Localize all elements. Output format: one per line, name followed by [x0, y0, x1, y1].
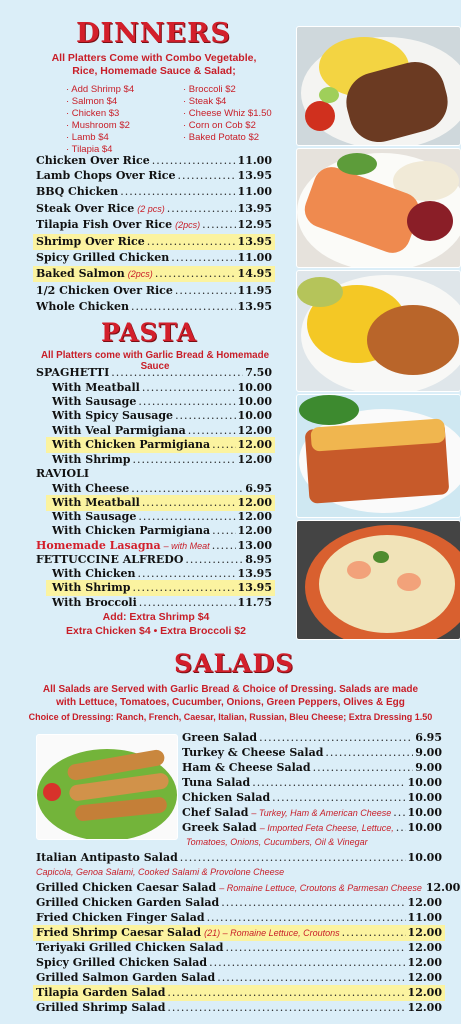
greek-salad-note: Tomatoes, Onions, Cucumbers, Oil & Vinegar	[186, 837, 368, 847]
menu-item-highlighted: With Shrimp ..... 13.95	[46, 580, 275, 596]
menu-item: Tuna Salad ..... 10.00	[182, 776, 442, 790]
menu-item-highlighted: Tilapia Garden Salad ..... 12.00	[33, 985, 445, 1001]
menu-item-highlighted: Baked Salmon (2pcs) ..... 14.95	[33, 266, 275, 282]
chicken-rice-platter-photo	[296, 270, 461, 392]
addon-item: · Steak $4	[183, 96, 227, 107]
menu-item: With Broccoli ..... 11.75	[52, 596, 272, 610]
menu-item: Lamb Chops Over Rice ..... 13.95	[36, 169, 272, 183]
menu-item: With Sausage ..... 10.00	[52, 395, 272, 409]
addon-item: · Lamb $4	[66, 132, 109, 143]
pasta-extras-1: Add: Extra Shrimp $4	[102, 611, 210, 623]
menu-item: Steak Over Rice (2 pcs) ..... 13.95	[36, 202, 272, 216]
menu-item: Grilled Chicken Garden Salad ..... 12.00	[36, 896, 442, 910]
addon-item: · Salmon $4	[66, 96, 118, 107]
menu-item: Chef Salad – Turkey, Ham & American Cheese ..... 10.00	[182, 806, 442, 820]
grilled-chicken-salad-photo	[36, 734, 178, 840]
menu-item-highlighted: Fried Shrimp Caesar Salad (21) – Romaine Lettuce, Croutons ..... 12.00	[33, 925, 445, 941]
menu-item: BBQ Chicken ..... 11.00	[36, 185, 272, 199]
menu-item: Italian Antipasto Salad ..... 10.00	[36, 851, 442, 865]
menu-item: Tilapia Fish Over Rice (2pcs) ..... 12.95	[36, 218, 272, 232]
menu-item: With Sausage ..... 12.00	[52, 510, 272, 524]
menu-item: Fried Chicken Finger Salad ..... 11.00	[36, 911, 442, 925]
salads-subtitle-1: All Salads are Served with Garlic Bread & Choice of Dressing. Salads are made	[42, 684, 419, 695]
dinners-title: DINNERS	[76, 18, 231, 49]
addon-item: · Add Shrimp $4	[66, 84, 135, 95]
menu-item: With Spicy Sausage ..... 10.00	[52, 409, 272, 423]
ravioli-header: RAVIOLI	[36, 467, 90, 480]
menu-item: Grilled Shrimp Salad ..... 12.00	[36, 1001, 442, 1015]
menu-item: With Veal Parmigiana ..... 12.00	[52, 424, 272, 438]
antipasto-note: Capicola, Genoa Salami, Cooked Salami & Provolone Cheese	[36, 867, 285, 877]
fettuccine-alfredo-photo	[296, 520, 461, 640]
menu-item: SPAGHETTI ..... 7.50	[36, 366, 272, 380]
salmon-platter-photo	[296, 148, 461, 268]
dinners-subtitle-1: All Platters Come with Combo Vegetable,	[51, 52, 257, 64]
menu-item: Chicken Salad ..... 10.00	[182, 791, 442, 805]
addon-item: · Corn on Cob $2	[183, 120, 256, 131]
menu-item: Grilled Chicken Caesar Salad – Romaine Lettuce, Croutons & Parmesan Cheese 12.00	[36, 881, 461, 894]
menu-item: Teriyaki Grilled Chicken Salad ..... 12.00	[36, 941, 442, 955]
menu-item: Greek Salad – Imported Feta Cheese, Lettuce, ..... 10.00	[182, 821, 442, 835]
menu-item: 1/2 Chicken Over Rice ..... 11.95	[36, 284, 272, 298]
addon-item: · Cheese Whiz $1.50	[183, 108, 272, 119]
menu-item: Chicken Over Rice ..... 11.00	[36, 154, 272, 168]
menu-item: Grilled Salmon Garden Salad ..... 12.00	[36, 971, 442, 985]
salads-title: SALADS	[174, 649, 295, 678]
menu-item: With Chicken Parmigiana ..... 12.00	[52, 524, 272, 538]
menu-item: Ham & Cheese Salad ..... 9.00	[182, 761, 442, 775]
menu-item: With Shrimp ..... 12.00	[52, 453, 272, 467]
menu-item: With Cheese ..... 6.95	[52, 482, 272, 496]
menu-item: With Meatball ..... 10.00	[52, 381, 272, 395]
menu-item: Spicy Grilled Chicken Salad ..... 12.00	[36, 956, 442, 970]
menu-item: With Chicken ..... 13.95	[52, 567, 272, 581]
menu-item-highlighted: Shrimp Over Rice ..... 13.95	[33, 234, 275, 250]
menu-item: Whole Chicken ..... 13.95	[36, 300, 272, 314]
menu-item-highlighted: With Chicken Parmigiana ..... 12.00	[46, 437, 275, 453]
menu-item-highlighted: With Meatball ..... 12.00	[46, 495, 275, 511]
pasta-title: PASTA	[101, 318, 198, 347]
dinners-subtitle-2: Rice, Homemade Sauce & Salad;	[72, 65, 236, 77]
menu-item: FETTUCCINE ALFREDO ..... 8.95	[36, 553, 272, 567]
addon-item: · Mushroom $2	[66, 120, 130, 131]
menu-item: Spicy Grilled Chicken ..... 11.00	[36, 251, 272, 265]
dressing-choices: Choice of Dressing: Ranch, French, Caesar, Italian, Russian, Bleu Cheese; Extra Dressing 1.50	[28, 712, 433, 722]
lasagna-photo	[296, 394, 461, 518]
pasta-extras-2: Extra Chicken $4 • Extra Broccoli $2	[66, 625, 246, 637]
pasta-subtitle: All Platters come with Garlic Bread & Homemade Sauce	[40, 350, 270, 372]
addon-item: · Chicken $3	[66, 108, 120, 119]
salads-subtitle-2: with Lettuce, Tomatoes, Cucumber, Onions, Green Peppers, Olives & Egg	[56, 697, 405, 708]
addon-item: · Baked Potato $2	[183, 132, 260, 143]
menu-item: Turkey & Cheese Salad ..... 9.00	[182, 746, 442, 760]
addon-item: · Tilapia $4	[66, 144, 113, 155]
menu-item: Homemade Lasagna – with Meat ..... 13.00	[36, 539, 272, 553]
dinners-addons-left	[66, 84, 134, 156]
menu-item: Green Salad ..... 6.95	[182, 731, 442, 745]
dinners-addons-right	[183, 84, 272, 144]
kebab-platter-photo	[296, 26, 461, 146]
addon-item: · Broccoli $2	[183, 84, 236, 95]
